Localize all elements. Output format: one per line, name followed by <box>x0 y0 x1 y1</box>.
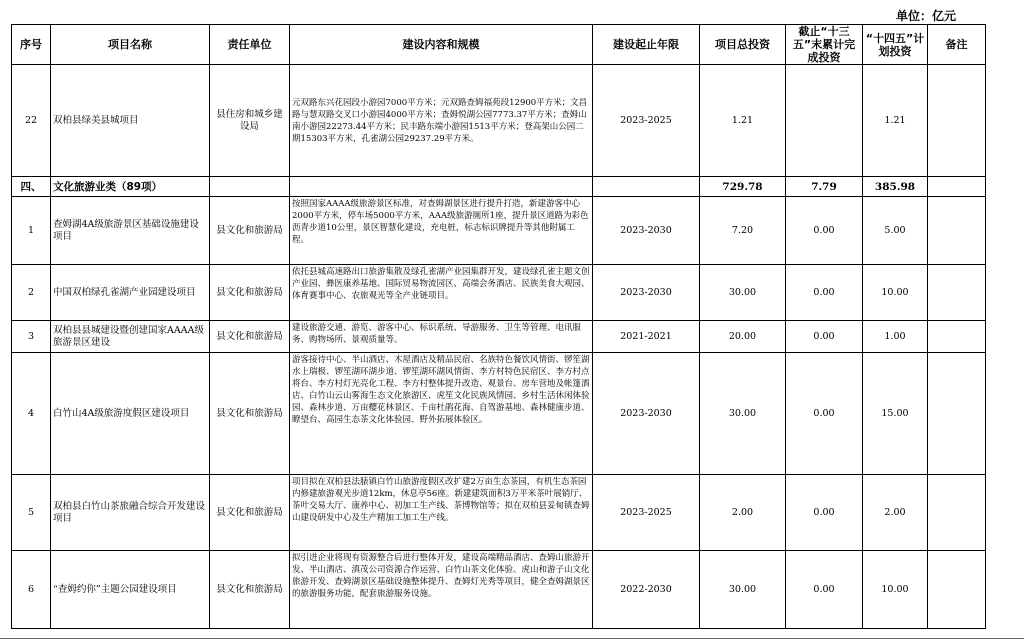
cell-period: 2023-2030 <box>593 197 700 265</box>
cell-done: 0.00 <box>786 475 863 551</box>
cell-name: 中国双柏绿孔雀湖产业园建设项目 <box>51 265 210 321</box>
cell-total: 1.21 <box>700 65 786 177</box>
section-no: 四、 <box>12 177 51 197</box>
cell-done: 0.00 <box>786 551 863 629</box>
cell-period: 2023-2030 <box>593 265 700 321</box>
cell-no: 3 <box>12 321 51 353</box>
table-row <box>12 551 986 629</box>
table-row <box>12 65 986 177</box>
col-header-unit: 责任单位 <box>210 25 290 65</box>
cell-name: 白竹山4A级旅游度假区建设项目 <box>51 353 210 475</box>
cell-plan: 2.00 <box>863 475 928 551</box>
cell-unit: 县文化和旅游局 <box>210 265 290 321</box>
cell-no: 6 <box>12 551 51 629</box>
cell-unit: 县文化和旅游局 <box>210 475 290 551</box>
cell-note <box>928 475 986 551</box>
table-row <box>12 197 986 265</box>
cell-period: 2022-2030 <box>593 551 700 629</box>
table-row <box>12 475 986 551</box>
cell-plan: 10.00 <box>863 551 928 629</box>
cell-note <box>928 265 986 321</box>
cell-name: 双柏县绿美县城项目 <box>51 65 210 177</box>
cell-note <box>928 551 986 629</box>
cell-unit: 县住房和城乡建设局 <box>210 65 290 177</box>
col-header-done: 截止“十三五”末累计完成投资 <box>786 25 863 65</box>
col-header-note: 备注 <box>928 25 986 65</box>
cell-content: 元双路东兴花园段小游园7000平方米；元双路查姆福苑段12900平方米；文昌路与慧双路交叉口小游园4000平方米；查姆悦湖公园7773.37平方米；查姆山南小游园22273.44平方米；民丰路东端小游园1513平方米；登高架山公园二期15303平方米，孔雀湖公园29237.29平方米。 <box>290 65 593 177</box>
col-header-no: 序号 <box>12 25 51 65</box>
col-header-plan: “十四五”计划投资 <box>863 25 928 65</box>
col-header-name: 项目名称 <box>51 25 210 65</box>
cell-plan: 5.00 <box>863 197 928 265</box>
cell-unit: 县文化和旅游局 <box>210 197 290 265</box>
cell-done: 0.00 <box>786 265 863 321</box>
project-table <box>11 24 986 629</box>
cell-content: 游客接待中心、半山酒店、木屋酒店及精品民宿、名族特色餐饮风情街、锣笙湖水上瑞极、锣笙湖环湖步道、锣笙湖环湖风情街、李方村特色民宿区、李方村点将台、李方村灯光亮化工程、李方村整体提升改造、观景台、房车营地及帐篷酒店、白竹山云山雾海生态文化旅游区、虎笙文化民族风情园、乡村生活休闲体验园、森林步道、万亩樱花林景区、千亩杜鹃花海、自驾游基地、森林健康步道、瞭望台、高园生态茶文化体验园、野外拓展体验区。 <box>290 353 593 475</box>
cell-content: 拟引进企业将现有资源整合后进行整体开发，建设高端精品酒店、查姆山旅游开发、半山酒店、滇茂公司资源合作运营、白竹山茶文化体验、虎山和游子山文化旅游开发、查姆湖景区基础设施整体提升、查姆灯光秀等项目，健全查姆湖景区的旅游服务功能，配套旅游服务设施。 <box>290 551 593 629</box>
table-row <box>12 265 986 321</box>
cell-no: 2 <box>12 265 51 321</box>
cell-plan: 1.00 <box>863 321 928 353</box>
section-total: 729.78 <box>700 177 786 197</box>
cell-name: “查姆约你”主题公园建设项目 <box>51 551 210 629</box>
cell-unit: 县文化和旅游局 <box>210 551 290 629</box>
table-row <box>12 321 986 353</box>
cell-name: 查姆湖4A级旅游景区基础设施建设项目 <box>51 197 210 265</box>
cell-note <box>928 65 986 177</box>
cell-content: 依托县城高速路出口旅游集散及绿孔雀湖产业园集群开发，建设绿孔雀主题文创产业园、彝医康养基地、国际贸易物流园区、高端会务酒店、民族美食大观园、体育赛事中心、农旅观光等全产业链项目。 <box>290 265 593 321</box>
cell-total: 7.20 <box>700 197 786 265</box>
cell-content: 项目拟在双柏县法脿镇白竹山旅游度假区改扩建2万亩生态茶园，有机生态茶园内修建旅游观光步道12km，休息亭56座。新建建筑面积3万平米茶叶展销厅、茶叶交易大厅、康养中心、初加工生产线、茶博物馆等；拟在双柏县妥甸镇查姆山建设研发中心及生产精加工加工生产线。 <box>290 475 593 551</box>
cell-note <box>928 321 986 353</box>
cell-unit: 县文化和旅游局 <box>210 353 290 475</box>
col-header-period: 建设起止年限 <box>593 25 700 65</box>
cell-note <box>928 353 986 475</box>
cell-plan: 15.00 <box>863 353 928 475</box>
cell-period: 2023-2030 <box>593 353 700 475</box>
cell-total: 2.00 <box>700 475 786 551</box>
cell-total: 20.00 <box>700 321 786 353</box>
section-name: 文化旅游业类（89项） <box>51 177 210 197</box>
cell-done: 0.00 <box>786 353 863 475</box>
cell-no: 1 <box>12 197 51 265</box>
cell-period: 2023-2025 <box>593 65 700 177</box>
col-header-total: 项目总投资 <box>700 25 786 65</box>
cell-no: 4 <box>12 353 51 475</box>
cell-done: 0.00 <box>786 321 863 353</box>
cell-total: 30.00 <box>700 353 786 475</box>
bottom-divider <box>0 638 1024 639</box>
cell-done: 0.00 <box>786 197 863 265</box>
cell-period: 2023-2025 <box>593 475 700 551</box>
table-row <box>12 353 986 475</box>
cell-total: 30.00 <box>700 551 786 629</box>
cell-name: 双柏县白竹山茶旅融合综合开发建设项目 <box>51 475 210 551</box>
cell-note <box>928 197 986 265</box>
cell-content: 建设旅游交通、游览、游客中心、标识系统、导游服务、卫生等管理、电讯服务、购物场所、景观质量等。 <box>290 321 593 353</box>
cell-name: 双柏县县城建设暨创建国家AAAA级旅游景区建设 <box>51 321 210 353</box>
cell-no: 22 <box>12 65 51 177</box>
cell-plan: 10.00 <box>863 265 928 321</box>
section-row <box>12 177 986 197</box>
header-row <box>12 25 986 65</box>
cell-period: 2021-2021 <box>593 321 700 353</box>
cell-total: 30.00 <box>700 265 786 321</box>
cell-plan: 1.21 <box>863 65 928 177</box>
cell-content: 按照国家AAAA级旅游景区标准，对查姆湖景区进行提升打造，新建游客中心2000平方米，停车场5000平方米，AAA级旅游厕所1座，提升景区道路为彩色沥青步道10公里，景区智慧化建设，充电桩，标志标识牌提升等其他附属工程。 <box>290 197 593 265</box>
section-done: 7.79 <box>786 177 863 197</box>
col-header-content: 建设内容和规模 <box>290 25 593 65</box>
cell-no: 5 <box>12 475 51 551</box>
cell-unit: 县文化和旅游局 <box>210 321 290 353</box>
unit-label: 单位：亿元 <box>896 9 957 23</box>
cell-done <box>786 65 863 177</box>
section-plan: 385.98 <box>863 177 928 197</box>
